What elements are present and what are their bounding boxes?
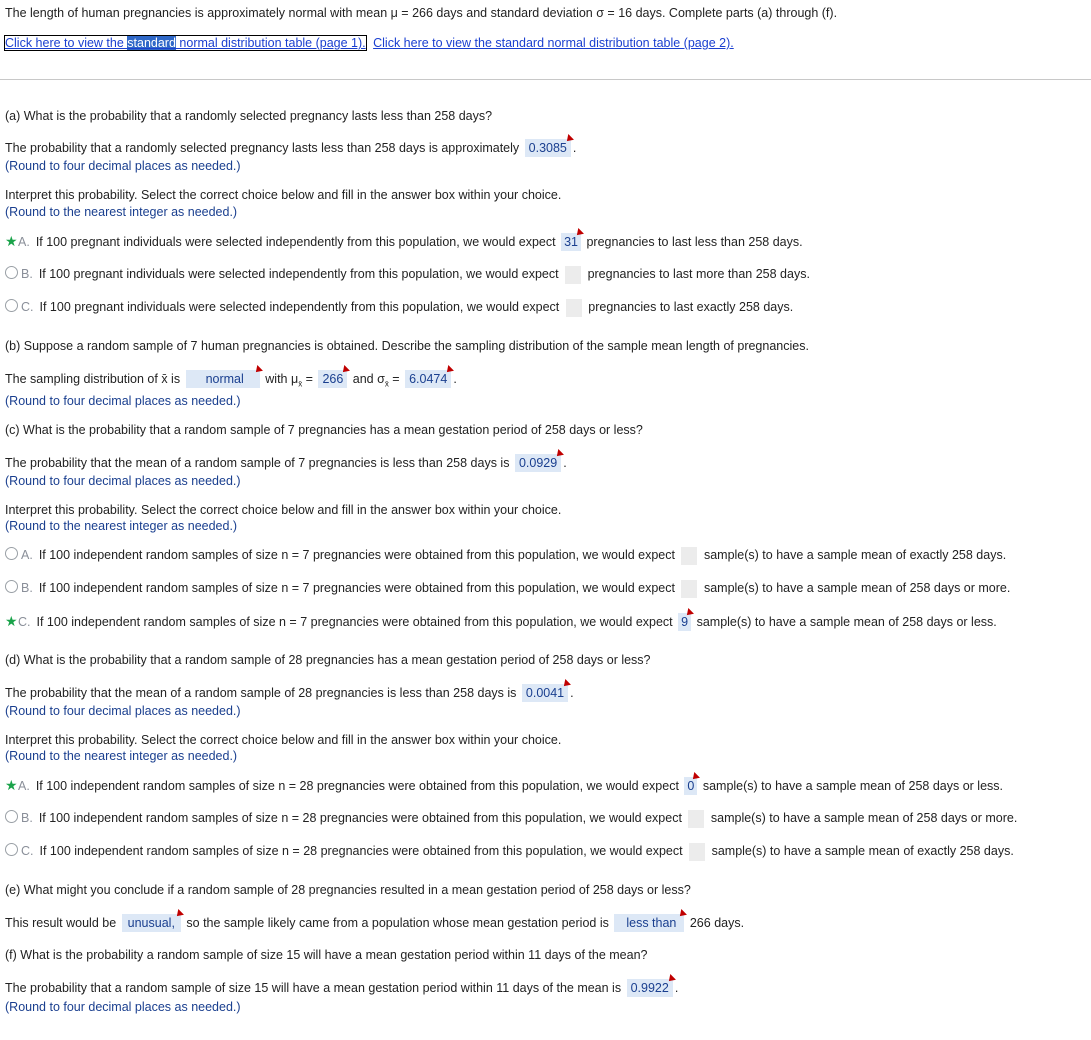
option-letter: A. [18, 235, 30, 249]
option-letter: C. [21, 844, 34, 858]
radio-button[interactable] [5, 580, 18, 593]
part-a-question: (a) What is the probability that a randomly selected pregnancy lasts less than 258 days? [5, 109, 493, 123]
part-b-sd-box[interactable]: 6.0474 [405, 370, 451, 388]
option-letter: C. [18, 615, 31, 629]
problem-intro: The length of human pregnancies is approximately normal with mean μ = 266 days and standard deviation σ = 16 days. Complete parts (a) through (f). [5, 6, 838, 20]
option-text: sample(s) to have a sample mean of exactly 258 days. [703, 548, 1007, 562]
option-letter: B. [21, 581, 33, 595]
option-letter: C. [21, 300, 34, 314]
part-e-direction-dropdown[interactable]: less than [614, 914, 684, 932]
round-hint: (Round to four decimal places as needed.) [5, 1000, 241, 1014]
table-page1-link[interactable] [5, 36, 366, 50]
part-d-option-a-input[interactable]: 0 [684, 777, 697, 795]
round-hint: (Round to four decimal places as needed.) [5, 704, 241, 718]
interpret-instruction: Interpret this probability. Select the correct choice below and fill in the answer box within your choice. [5, 503, 562, 517]
option-text: pregnancies to last less than 258 days. [586, 235, 803, 249]
option-text: If 100 independent random samples of size n = 7 pregnancies were obtained from this population, we would expect [38, 548, 675, 562]
option-text: If 100 independent random samples of size n = 28 pregnancies were obtained from this population, we would expect [38, 811, 682, 825]
option-letter: B. [21, 267, 33, 281]
part-c-option-c-input[interactable]: 9 [678, 613, 691, 631]
part-e-answer-line: This result would be unusual, so the sample likely came from a population whose mean gestation period is less than 266 days. [5, 916, 745, 930]
option-text: sample(s) to have a sample mean of exactly 258 days. [711, 844, 1014, 858]
part-c-answer-box[interactable]: 0.0929 [515, 454, 561, 472]
round-hint: (Round to the nearest integer as needed.) [5, 519, 238, 533]
part-a-option-b[interactable] [5, 265, 810, 284]
part-f-answer-box[interactable]: 0.9922 [627, 979, 673, 997]
part-b-question: (b) Suppose a random sample of 7 human pregnancies is obtained. Describe the sampling distribution of the sample mean length of pregnancies. [5, 339, 809, 353]
radio-button[interactable] [5, 547, 18, 560]
part-d-option-b[interactable] [5, 809, 1017, 828]
link-text: normal distribution table (page 1). [175, 36, 366, 50]
part-b-answer-line: The sampling distribution of x̄ is normal with $\mu_{x̄} = 266$ and $\sigma_{x̄} = 6.0474$ . [5, 372, 457, 389]
correct-star-icon: ★ [5, 777, 18, 793]
option-text: If 100 independent random samples of size n = 28 pregnancies were obtained from this population, we would expect [39, 844, 683, 858]
option-text: sample(s) to have a sample mean of 258 days or more. [710, 811, 1018, 825]
option-letter: A. [18, 779, 30, 793]
option-text: sample(s) to have a sample mean of 258 days or less. [702, 779, 1003, 793]
part-c-option-b-input[interactable] [681, 580, 697, 598]
option-text: pregnancies to last more than 258 days. [587, 267, 810, 281]
part-c-option-a-input[interactable] [681, 547, 697, 565]
part-a-option-a-input[interactable]: 31 [561, 233, 581, 251]
part-e-question: (e) What might you conclude if a random sample of 28 pregnancies resulted in a mean gestation period of 258 days or less? [5, 883, 691, 897]
correct-star-icon: ★ [5, 613, 18, 629]
option-text: If 100 independent random samples of size n = 28 pregnancies were obtained from this population, we would expect [35, 779, 679, 793]
part-c-option-b[interactable] [5, 579, 1010, 598]
part-d-option-b-input[interactable] [688, 810, 704, 828]
part-c-question: (c) What is the probability that a random sample of 7 pregnancies has a mean gestation period of 258 days or less? [5, 423, 643, 437]
part-c-option-c[interactable] [5, 612, 997, 631]
part-d-answer-line: The probability that the mean of a random sample of 28 pregnancies is less than 258 days is 0.0041 . [5, 686, 574, 700]
radio-button[interactable] [5, 810, 18, 823]
part-d-option-a[interactable] [5, 776, 1003, 795]
part-b-mean-box[interactable]: 266 [318, 370, 347, 388]
radio-button[interactable] [5, 299, 18, 312]
part-e-unusual-dropdown[interactable]: unusual, [122, 914, 181, 932]
part-a-option-a[interactable] [5, 232, 803, 251]
part-f-answer-line: The probability that a random sample of size 15 will have a mean gestation period within 11 days of the mean is 0.9922 . [5, 981, 679, 995]
option-letter: A. [21, 548, 33, 562]
interpret-instruction: Interpret this probability. Select the correct choice below and fill in the answer box within your choice. [5, 188, 562, 202]
option-text: sample(s) to have a sample mean of 258 days or more. [703, 581, 1011, 595]
part-b-shape-dropdown[interactable]: normal [186, 370, 260, 388]
link-highlight: standard [127, 36, 176, 50]
option-text: If 100 independent random samples of size n = 7 pregnancies were obtained from this population, we would expect [38, 581, 675, 595]
part-a-option-c[interactable] [5, 298, 793, 317]
option-text: If 100 pregnant individuals were selected independently from this population, we would expect [35, 235, 556, 249]
option-letter: B. [21, 811, 33, 825]
part-a-answer-box[interactable]: 0.3085 [525, 139, 571, 157]
divider [0, 79, 1091, 80]
round-hint: (Round to four decimal places as needed.) [5, 159, 241, 173]
part-a-option-c-input[interactable] [566, 299, 582, 317]
round-hint: (Round to the nearest integer as needed.) [5, 205, 238, 219]
part-c-answer-line: The probability that the mean of a random sample of 7 pregnancies is less than 258 days is 0.0929 . [5, 456, 567, 470]
part-d-option-c[interactable] [5, 842, 1014, 861]
link-text: Click here to view the [5, 36, 128, 50]
table-links [5, 35, 734, 51]
round-hint: (Round to four decimal places as needed.) [5, 474, 241, 488]
interpret-instruction: Interpret this probability. Select the correct choice below and fill in the answer box within your choice. [5, 733, 562, 747]
option-text: If 100 pregnant individuals were selected independently from this population, we would expect [39, 300, 560, 314]
option-text: sample(s) to have a sample mean of 258 days or less. [696, 615, 997, 629]
option-text: If 100 independent random samples of size n = 7 pregnancies were obtained from this population, we would expect [36, 615, 673, 629]
part-a-option-b-input[interactable] [565, 266, 581, 284]
part-d-question: (d) What is the probability that a random sample of 28 pregnancies has a mean gestation period of 258 days or less? [5, 653, 651, 667]
part-d-answer-box[interactable]: 0.0041 [522, 684, 568, 702]
part-c-option-a[interactable] [5, 546, 1006, 565]
part-d-option-c-input[interactable] [689, 843, 705, 861]
radio-button[interactable] [5, 843, 18, 856]
part-a-answer-line: The probability that a randomly selected pregnancy lasts less than 258 days is approximately 0.3085 . [5, 141, 577, 155]
radio-button[interactable] [5, 266, 18, 279]
table-page2-link[interactable]: Click here to view the standard normal distribution table (page 2). [373, 36, 734, 50]
correct-star-icon: ★ [5, 233, 18, 249]
part-f-question: (f) What is the probability a random sample of size 15 will have a mean gestation period within 11 days of the mean? [5, 948, 648, 962]
round-hint: (Round to the nearest integer as needed.) [5, 749, 238, 763]
round-hint: (Round to four decimal places as needed.) [5, 394, 241, 408]
option-text: If 100 pregnant individuals were selected independently from this population, we would expect [38, 267, 559, 281]
option-text: pregnancies to last exactly 258 days. [588, 300, 794, 314]
